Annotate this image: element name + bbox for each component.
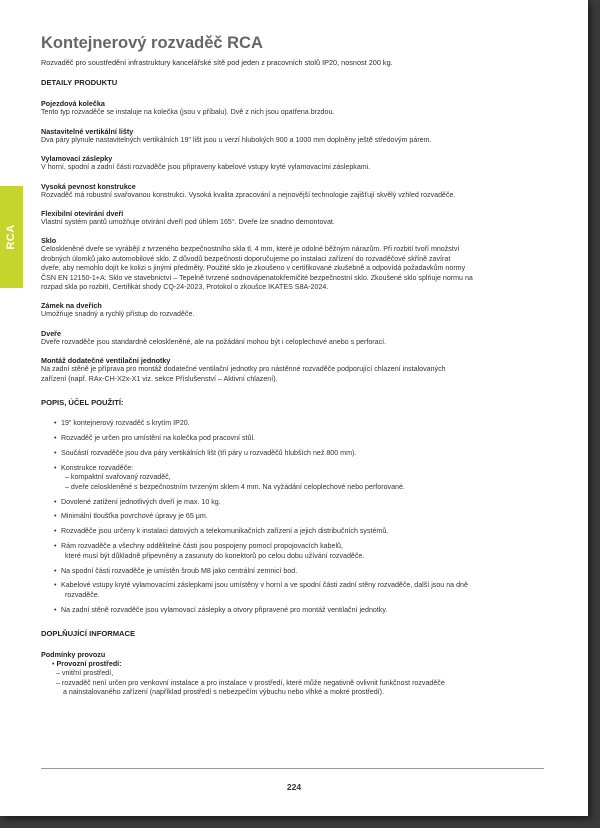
footer-rule xyxy=(41,768,544,769)
usage-line: rozvaděče. xyxy=(65,590,100,599)
detail-text xyxy=(41,191,544,200)
detail-title: Pojezdová kolečka xyxy=(41,99,105,109)
detail-text xyxy=(41,365,544,384)
usage-heading: POPIS, ÚČEL POUŽITÍ: xyxy=(41,398,124,408)
usage-line: které musí být důkladně připevněny a zasunuty do konektorů po celou dobu užívání rozvaděče. xyxy=(65,551,365,560)
usage-item xyxy=(61,498,544,507)
condition-line: a nainstalovaného zařízení (například prostředí s nebezpečím výbuchu nebo vlhké a mokré prostředí). xyxy=(63,687,384,696)
usage-line: • Součástí rozvaděče jsou dva páry vertikálních lišt (tři páry u rozvaděčů hlubších než 800 mm). xyxy=(61,448,357,457)
detail-line: Rozvaděč má robustní svařovanou konstrukci. Vysoká kvalita zpracování a nejnovější technologie zajišťují skvělý vzhled rozvaděče. xyxy=(41,190,456,199)
content xyxy=(41,34,544,697)
usage-line: • Rám rozvaděče a všechny oddělitelné části jsou pospojeny pomocí propojovacích kabelů, xyxy=(61,542,343,551)
detail-item xyxy=(41,154,544,172)
usage-item xyxy=(61,464,544,492)
detail-title: Nastavitelné vertikální lišty xyxy=(41,126,134,136)
usage-item xyxy=(61,449,544,458)
detail-line: dveře, aby nemohlo dojít ke kolizi s jinými předměty. Použité sklo je zkoušeno v certifikované zkušebně a odpovídá požadavkům normy xyxy=(41,264,466,273)
conditions-body xyxy=(41,660,544,697)
page-number: 224 xyxy=(286,782,302,792)
detail-line: ČSN EN 12150-1+A: Sklo ve stavebnictví – Tepelně tvrzené sodnovápenatokřemičité bezpečnostní sklo. Zkoušené sklo splňuje normu na xyxy=(41,273,473,282)
detail-item xyxy=(41,329,544,347)
detail-title: Flexibilní otevírání dveří xyxy=(41,209,124,219)
usage-line: • Na zadní stěně rozvaděče jsou vylamovací záslepky a otvory připravené pro montáž ventilační jednotky. xyxy=(61,605,388,614)
usage-line: • 19" kontejnerový rozvaděč s krytím IP20. xyxy=(61,419,190,428)
detail-line: V horní, spodní a zadní části rozvaděče jsou připraveny kabelové vstupy kryté vylamovacími záslepkami. xyxy=(41,163,371,172)
detail-text xyxy=(41,108,544,117)
usage-line: • Minimální tloušťka povrchové úpravy je 65 μm. xyxy=(61,512,208,521)
condition-line: – rozvaděč není určen pro venkovní instalace a pro instalace v prostředí, které může negativně ovlivnit funkčnost rozvaděče xyxy=(56,678,445,687)
extra-heading: DOPLŇUJÍCÍ INFORMACE xyxy=(41,629,136,639)
usage-line: • Konstrukce rozvaděče: xyxy=(61,463,134,472)
detail-text xyxy=(41,136,544,145)
usage-line: • Kabelové vstupy kryté vylamovacími záslepkami jsou umístěny v horní a ve spodní části zadní stěny rozvaděče, další jsou na dně xyxy=(61,581,468,590)
usage-item xyxy=(61,434,544,443)
usage-item xyxy=(61,542,544,561)
detail-title: Zámek na dveřích xyxy=(41,301,102,311)
detail-line: Na zadní stěně je příprava pro montáž dodatečné ventilační jednotky pro nástěnné rozvaděče podporující chlazení instalovaných xyxy=(41,365,446,374)
detail-item xyxy=(41,209,544,227)
condition-line: – vnitřní prostředí, xyxy=(56,669,114,678)
environment-label: • Provozní prostředí: xyxy=(52,660,122,669)
usage-item xyxy=(61,527,544,536)
usage-list xyxy=(41,419,544,615)
details-list xyxy=(41,99,544,384)
conditions-block xyxy=(41,650,544,697)
detail-line: Tento typ rozvaděče se instaluje na kolečka (jsou v příbalu). Dvě z nich jsou opatřena brzdou. xyxy=(41,108,335,117)
detail-line: Dva páry plynule nastavitelných vertikálních 19" lišt jsou u verzí hlubokých 900 a 1000 mm doplněny ještě středovým párem. xyxy=(41,135,432,144)
detail-line: rozpad skla po rozbití, Certifikát shody CQ-24-2023, Protokol o zkoušce IKATES S8A-2024. xyxy=(41,283,329,292)
usage-item xyxy=(61,512,544,521)
usage-line: • Rozvaděče jsou určeny k instalaci datových a telekomunikačních zařízení a jejich distribučních systémů. xyxy=(61,527,389,536)
detail-item xyxy=(41,182,544,200)
detail-line: Umožňuje snadný a rychlý přístup do rozvaděče. xyxy=(41,310,195,319)
page-title: Kontejnerový rozvaděč RCA xyxy=(41,34,263,52)
detail-text xyxy=(41,218,544,227)
detail-line: Celoskleněné dveře se vyrábějí z tvrzeného bezpečnostního skla tl. 4 mm, které je odolné běžným nárazům. Při rozbití tvoří množství xyxy=(41,245,460,254)
detail-line: Dveře rozvaděče jsou standardně celoskleněné, ale na požádání mohou být i celoplechové anebo s perforací. xyxy=(41,337,387,346)
usage-line: • Na spodní části rozvaděče je umístěn šroub M8 jako centrální zemnicí bod. xyxy=(61,566,298,575)
usage-item xyxy=(61,567,544,576)
detail-line: Vlastní systém pantů umožňuje otvírání dveří pod úhlem 165°. Dveře lze snadno demontovat. xyxy=(41,218,335,227)
detail-item xyxy=(41,236,544,292)
detail-text xyxy=(41,338,544,347)
detail-line: drobných úlomků jako automobilové sklo. Z důvodů bezpečnosti doporučujeme po instalaci zařízení do rozvaděčové skříně zavírat xyxy=(41,254,451,263)
detail-item xyxy=(41,127,544,145)
detail-text xyxy=(41,163,544,172)
usage-line: – kompaktní svařovaný rozvaděč, xyxy=(65,473,171,482)
conditions-lines xyxy=(52,669,544,697)
detail-title: Vysoká pevnost konstrukce xyxy=(41,181,136,191)
detail-text xyxy=(41,310,544,319)
usage-line: • Dovolené zatížení jednotlivých dveří je max. 10 kg. xyxy=(61,497,221,506)
conditions-title: Podmínky provozu xyxy=(41,650,106,660)
usage-item xyxy=(61,419,544,428)
intro-text: Rozvaděč pro soustředění infrastruktury kancelářské sítě pod jeden z pracovních stolů IP20, nosnost 200 kg. xyxy=(41,58,393,67)
detail-item xyxy=(41,356,544,384)
details-heading: DETAILY PRODUKTU xyxy=(41,78,118,88)
detail-text xyxy=(41,245,544,292)
usage-line: – dveře celoskleněné s bezpečnostním tvrzeným sklem 4 mm. Na vyžádání celoplechové nebo perforované. xyxy=(65,482,405,491)
detail-title: Montáž dodatečné ventilační jednotky xyxy=(41,356,171,366)
detail-line: zařízení (např. RAx-CH-X2x-X1 viz. sekce Příslušenství – Aktivní chlazení). xyxy=(41,374,278,383)
detail-item xyxy=(41,99,544,117)
detail-title: Sklo xyxy=(41,236,57,246)
usage-item xyxy=(61,606,544,615)
detail-title: Vylamovací záslepky xyxy=(41,154,113,164)
detail-item xyxy=(41,301,544,319)
usage-line: • Rozvaděč je určen pro umístění na kolečka pod pracovní stůl. xyxy=(61,434,256,442)
side-tab xyxy=(0,186,23,288)
detail-title: Dveře xyxy=(41,328,61,338)
side-tab-label: RCA xyxy=(5,224,17,250)
usage-item xyxy=(61,581,544,600)
